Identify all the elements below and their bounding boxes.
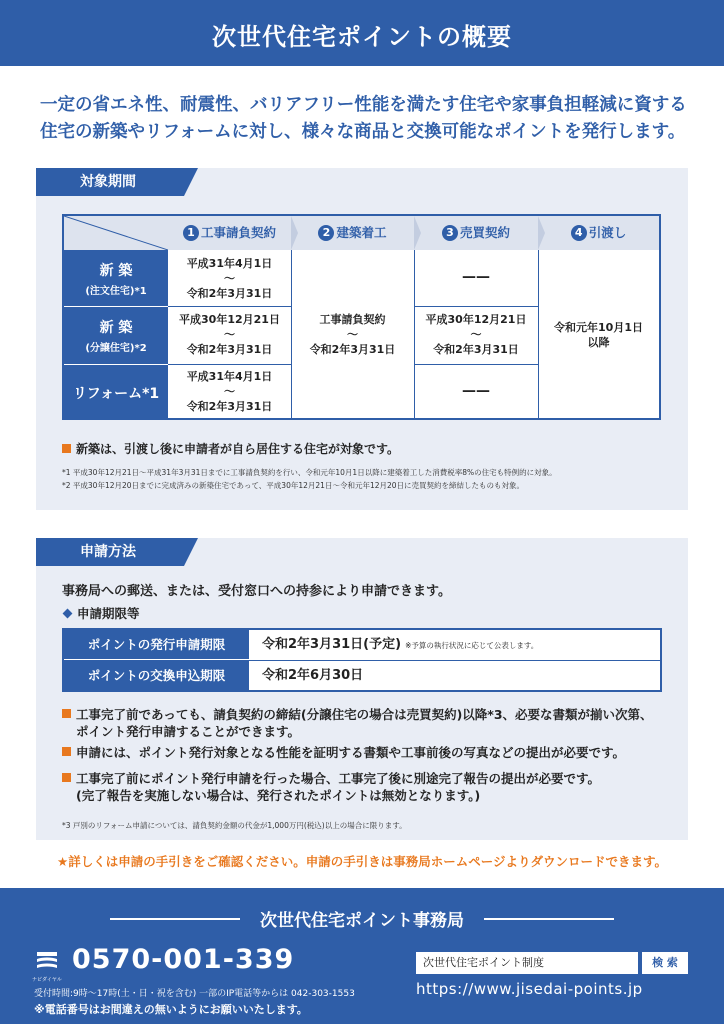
grid-line (414, 306, 538, 307)
apply-tag: 申請方法 (36, 538, 184, 566)
column-header-delivery (538, 216, 659, 250)
page-title: 次世代住宅ポイントの概要 (212, 23, 512, 51)
date-to: 令和2年3月31日 (186, 400, 273, 413)
apply-bullet-1 (62, 706, 672, 740)
row-head-new-custom (64, 250, 168, 306)
grid-line (168, 306, 291, 307)
range-mark: 〜 (347, 328, 358, 341)
bullet-text: ポイント発行申請することができます。 (76, 724, 301, 739)
date-to: 令和2年3月31日 (186, 343, 273, 356)
bullet-text: 工事完了前であっても、請負契約の締結(分譲住宅の場合は売買契約)以降*3、必要な書類が揃い次第、 (76, 707, 653, 722)
step-number: 2 (318, 225, 334, 241)
phone-caution: ※電話番号はお間違えの無いようにお願いいたします。 (34, 1003, 308, 1016)
bullet-square-icon (62, 444, 71, 453)
contract-period-row1 (168, 256, 291, 301)
column-header-construction (291, 216, 414, 250)
delivery-period (538, 320, 659, 350)
date-to: 令和2年3月31日 (433, 343, 519, 356)
period-table (62, 214, 661, 420)
construction-period (291, 312, 414, 357)
step-number: 1 (183, 225, 199, 241)
column-header-contract (168, 216, 291, 250)
guide-notice: ★詳しくは申請の手引きをご確認ください。申請の手引きは事務局ホームページよりダウンロードできます。 (57, 854, 667, 869)
start-line-2: 令和2年3月31日 (309, 343, 396, 356)
deadline-note: ※予算の執行状況に応じて公表します。 (405, 641, 539, 650)
date-from: 平成30年12月21日 (179, 313, 280, 326)
deadline-label-issue: ポイントの発行申請期限 (64, 630, 249, 659)
lead-line-1: 一定の省エネ性、耐震性、バリアフリー性能を満たす住宅や家事負担軽減に資する (40, 95, 687, 115)
contact-footer (0, 888, 724, 1024)
row-head-reform (64, 365, 168, 418)
row-title: リフォーム*1 (72, 386, 160, 402)
column-label: 売買契約 (459, 225, 510, 240)
row-subtitle: (分譲住宅)*2 (85, 343, 147, 354)
search-input[interactable]: 次世代住宅ポイント制度 (416, 952, 638, 974)
delivery-line-1: 令和元年10月1日 (554, 321, 643, 334)
lead-line-2: 住宅の新築やリフォームに対し、様々な商品と交換可能なポイントを発行します。 (40, 122, 686, 142)
deadline-date: 令和2年3月31日(予定) (262, 637, 402, 652)
contract-period-row2 (168, 312, 291, 357)
footnote-3: *3 戸別のリフォーム申請については、請負契約金額の代金が1,000万円(税込)以上の場合に限ります。 (62, 821, 407, 830)
delivery-line-2: 以降 (587, 336, 610, 349)
contract-period-row3 (168, 369, 291, 414)
column-label: 引渡し (588, 225, 627, 240)
website-url[interactable]: https://www.jisedai-points.jp (416, 980, 643, 998)
period-note (62, 440, 399, 457)
deadline-table (62, 628, 662, 692)
title-rule-right (484, 918, 614, 920)
page-header (0, 0, 724, 66)
phone-number[interactable]: 0570-001-339 (72, 944, 295, 975)
column-label: 建築着工 (336, 225, 387, 240)
footnote-2: *2 平成30年12月20日までに完成済みの新築住宅であって、平成30年12月21日〜令和元年12月20日に売買契約を締結したものも対象。 (62, 481, 525, 490)
row-head-new-sale (64, 307, 168, 364)
office-title: 次世代住宅ポイント事務局 (260, 911, 464, 931)
bullet-text: (完了報告を実施しない場合は、発行されたポイントは無効となります。) (76, 788, 481, 803)
range-mark: 〜 (224, 328, 235, 341)
reception-hours: 受付時間:9時〜17時(土・日・祝を含む) 一部のIP電話等からは 042-303-1553 (34, 989, 355, 999)
period-tag: 対象期間 (36, 168, 184, 196)
row-divider (64, 364, 168, 365)
table-corner (64, 216, 168, 250)
search-button[interactable]: 検 索 (642, 952, 688, 974)
sale-period-row2 (414, 312, 538, 357)
date-to: 令和2年3月31日 (186, 287, 273, 300)
period-note-text: 新築は、引渡し後に申請者が自ら居住する住宅が対象です。 (76, 442, 400, 456)
row-subtitle: (注文住宅)*1 (85, 286, 147, 297)
deadline-label-exchange: ポイントの交換申込期限 (64, 661, 249, 690)
period-section (36, 168, 688, 510)
bullet-square-icon (62, 709, 71, 718)
sale-not-applicable-row3: —— (462, 383, 490, 399)
range-mark: 〜 (224, 272, 235, 285)
start-line-1: 工事請負契約 (319, 313, 386, 326)
footnote-1: *1 平成30年12月21日〜平成31年3月31日までに工事請負契約を行い、令和元年10月1日以降に建築着工した消費税率8%の住宅も特例的に対象。 (62, 468, 557, 477)
apply-intro: 事務局への郵送、または、受付窓口への持参により申請できます。 (62, 584, 451, 599)
sale-not-applicable-row1: —— (462, 269, 490, 285)
deadline-value-exchange: 令和2年6月30日 (262, 668, 364, 683)
range-mark: 〜 (224, 385, 235, 398)
range-mark: 〜 (470, 328, 482, 341)
step-number: 4 (571, 225, 587, 241)
apply-bullet-2 (62, 744, 672, 761)
row-divider (64, 306, 168, 307)
column-header-sale (414, 216, 538, 250)
bullet-square-icon (62, 747, 71, 756)
row-title: 新 築 (99, 263, 133, 279)
date-from: 平成30年12月21日 (425, 313, 527, 326)
deadline-heading (62, 604, 140, 622)
bullet-text: 申請には、ポイント発行対象となる性能を証明する書類や工事前後の写真などの提出が必要です。 (76, 745, 626, 760)
deadline-value-issue (262, 630, 538, 660)
corner-diagonal (64, 216, 168, 250)
apply-bullet-3 (62, 770, 672, 804)
date-from: 平成31年4月1日 (186, 257, 273, 270)
column-label: 工事請負契約 (200, 225, 276, 240)
apply-section (36, 538, 688, 840)
grid-line (168, 364, 291, 365)
step-number: 3 (442, 225, 458, 241)
deadline-heading-text: 申請期限等 (77, 606, 140, 621)
lead-text (40, 92, 700, 146)
row-title: 新 築 (99, 320, 133, 336)
date-from: 平成31年4月1日 (186, 370, 273, 383)
bullet-square-icon (62, 773, 71, 782)
navi-dial-label: ナビダイヤル (32, 977, 62, 983)
navi-dial-icon (34, 948, 60, 974)
diamond-icon (63, 609, 73, 619)
bullet-text: 工事完了前にポイント発行申請を行った場合、工事完了後に別途完了報告の提出が必要です。 (76, 771, 601, 786)
grid-line (414, 364, 538, 365)
